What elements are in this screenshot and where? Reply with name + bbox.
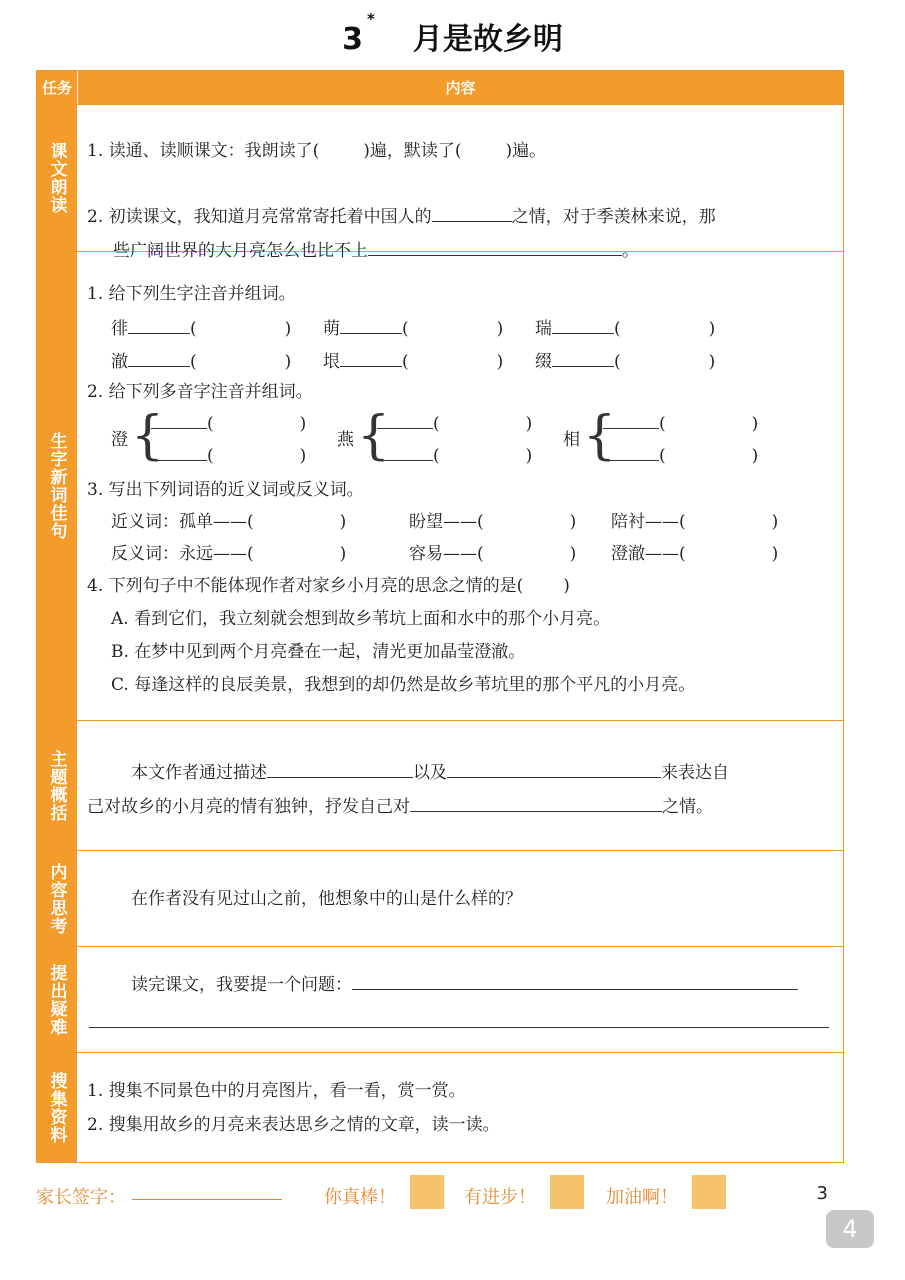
answer-blank[interactable] — [447, 759, 661, 778]
theme-line2: 己对故乡的小月亮的情有独钟，抒发自己对 之情。 — [87, 793, 713, 819]
synonym-item: 陪衬——( ) — [611, 512, 779, 532]
antonym-item: 澄澈——( ) — [611, 544, 779, 564]
signature-label: 家长签字： — [36, 1187, 126, 1208]
pinyin-blank[interactable] — [151, 442, 207, 461]
praise-keepgoing-box[interactable] — [692, 1175, 726, 1209]
answer-blank[interactable] — [267, 759, 413, 778]
antonym-item: 容易——( ) — [409, 544, 577, 564]
words-q1: 1. 给下列生字注音并组词。 — [87, 284, 296, 304]
praise-keepgoing: 加油啊！ — [606, 1187, 678, 1208]
footer — [36, 1175, 866, 1215]
synonym-item: 盼望——( ) — [409, 512, 577, 532]
think-question: 在作者没有见过山之前，他想象中的山是什么样的？ — [131, 889, 522, 909]
char-item: 徘 ( ) — [111, 315, 291, 341]
pinyin-blank[interactable] — [128, 315, 190, 334]
section-collect — [37, 1053, 843, 1162]
poly-char: 燕 — [337, 430, 354, 450]
pinyin-blank[interactable] — [377, 410, 433, 429]
pinyin-blank[interactable] — [128, 348, 190, 367]
answer-line[interactable] — [89, 1027, 829, 1028]
header-task: 任务 — [37, 71, 77, 104]
section-theme — [37, 721, 843, 851]
praise-great-box[interactable] — [410, 1175, 444, 1209]
answer-blank[interactable] — [410, 793, 662, 812]
answer-blank[interactable] — [352, 971, 798, 990]
section-reading — [37, 105, 843, 261]
section-label-collect: 搜集资料 — [37, 1053, 77, 1162]
poly-line: ( ) — [377, 442, 532, 468]
pinyin-blank[interactable] — [151, 410, 207, 429]
section-label-think: 内容思考 — [37, 851, 77, 946]
page-title — [0, 10, 905, 58]
lesson-number: 3* — [342, 10, 375, 57]
poly-line: ( ) — [151, 442, 306, 468]
section-words — [37, 252, 843, 721]
char-item: 垠 ( ) — [323, 348, 503, 374]
pinyin-blank[interactable] — [340, 315, 402, 334]
char-item: 澈 ( ) — [111, 348, 291, 374]
pinyin-blank[interactable] — [603, 442, 659, 461]
reading-q1: 1. 读通、读顺课文：我朗读了( )遍，默读了( )遍。 — [87, 141, 547, 161]
section-think — [37, 851, 843, 947]
poly-char: 澄 — [111, 430, 128, 450]
pinyin-blank[interactable] — [552, 315, 614, 334]
brace-icon: { — [357, 406, 391, 466]
praise-progress-box[interactable] — [550, 1175, 584, 1209]
answer-blank[interactable] — [432, 203, 512, 222]
section-question — [37, 947, 843, 1053]
pinyin-blank[interactable] — [377, 442, 433, 461]
pinyin-blank[interactable] — [552, 348, 614, 367]
section-label-theme: 主题概括 — [37, 721, 77, 850]
signature-line[interactable] — [132, 1199, 282, 1200]
poly-line: ( ) — [377, 410, 532, 436]
synonym-item: 近义词：孤单——( ) — [111, 512, 347, 532]
page-badge: 4 — [826, 1210, 874, 1248]
collect-item1: 1. 搜集不同景色中的月亮图片，看一看，赏一赏。 — [87, 1081, 466, 1101]
brace-icon: { — [583, 406, 617, 466]
page-number: 3 — [816, 1183, 828, 1204]
reading-q2-line1: 2. 初读课文，我知道月亮常常寄托着中国人的 之情，对于季羡林来说，那 — [87, 203, 716, 229]
option-c: C. 每逢这样的良辰美景，我想到的却仍然是故乡苇坑里的那个平凡的小月亮。 — [111, 675, 696, 695]
poly-line: ( ) — [151, 410, 306, 436]
pinyin-blank[interactable] — [340, 348, 402, 367]
words-q4: 4. 下列句子中不能体现作者对家乡小月亮的思念之情的是( ) — [87, 576, 570, 596]
antonym-item: 反义词：永远——( ) — [111, 544, 347, 564]
header-content: 内容 — [77, 71, 843, 104]
char-item: 萌 ( ) — [323, 315, 503, 341]
praise-great: 你真棒！ — [324, 1187, 396, 1208]
words-q3: 3. 写出下列词语的近义词或反义词。 — [87, 480, 364, 500]
char-item: 瑞 ( ) — [535, 315, 715, 341]
theme-line1: 本文作者通过描述 以及 来表达自 — [131, 759, 729, 785]
collect-item2: 2. 搜集用故乡的月亮来表达思乡之情的文章，读一读。 — [87, 1115, 500, 1135]
pinyin-blank[interactable] — [603, 410, 659, 429]
section-label-reading: 课文朗读 — [37, 105, 77, 251]
option-a: A. 看到它们，我立刻就会想到故乡苇坑上面和水中的那个小月亮。 — [111, 609, 611, 629]
poly-line: ( ) — [603, 442, 758, 468]
worksheet-table — [36, 70, 844, 1163]
option-b: B. 在梦中见到两个月亮叠在一起，清光更加晶莹澄澈。 — [111, 642, 526, 662]
brace-icon: { — [131, 406, 165, 466]
section-label-question: 提出疑难 — [37, 947, 77, 1052]
praise-progress: 有进步！ — [464, 1187, 536, 1208]
table-header — [37, 71, 843, 105]
reading-q2-line2: 些广阔世界的大月亮怎么也比不上 。 — [113, 237, 639, 263]
lesson-title: 月是故乡明 — [412, 22, 563, 57]
poly-line: ( ) — [603, 410, 758, 436]
section-label-words: 生字新词佳句 — [37, 252, 77, 720]
poly-char: 相 — [563, 430, 580, 450]
optional-mark: * — [367, 10, 375, 28]
question-prompt: 读完课文，我要提一个问题： — [131, 971, 798, 997]
char-item: 缀 ( ) — [535, 348, 715, 374]
words-q2: 2. 给下列多音字注音并组词。 — [87, 382, 313, 402]
